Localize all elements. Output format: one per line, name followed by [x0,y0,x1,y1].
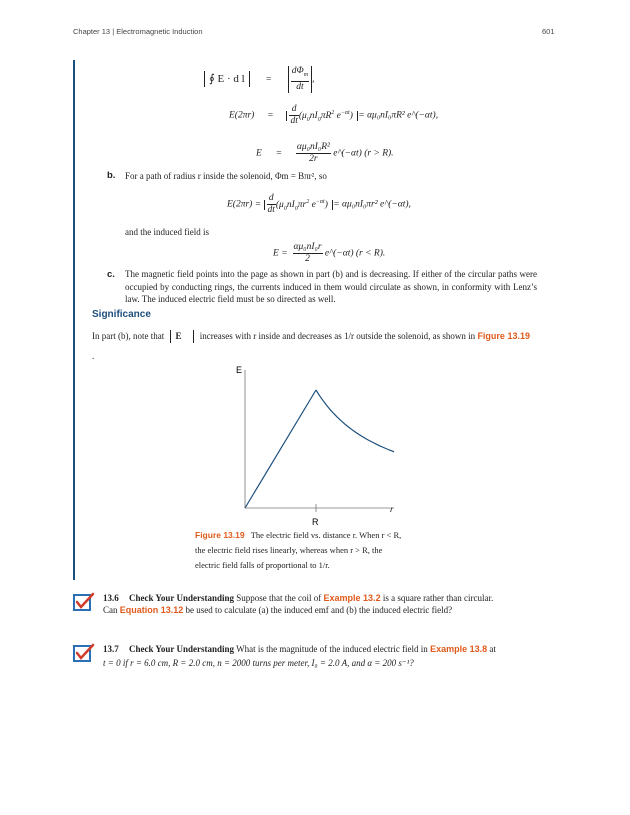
check-13-7-text-2: at [489,644,496,654]
part-c-label: c. [107,269,115,280]
check-13-7-line-1 [103,643,496,656]
check-13-7-line-2: t = 0 if r = 6.0 cm, R = 2.0 cm, n = 2000 turns per meter, I₀ = 2.0 A, and α = 200 s⁻¹? [103,658,414,668]
check-13-6-text-4: be used to calculate (a) the induced emf and (b) the induced electric field? [185,605,453,615]
significance-line [92,330,530,343]
part-b-label: b. [107,170,116,181]
page-number: 601 [542,27,555,36]
e-vector-magnitude: E⃗ [170,330,193,343]
significance-text-before: In part (b), note that [92,331,165,341]
x-axis-label: r [390,504,394,514]
significance-heading: Significance [92,309,151,320]
check-13-6-line-2 [103,604,452,617]
example-13-2-link[interactable]: Example 13.2 [323,593,381,603]
check-13-6-line-1 [103,592,493,605]
inverse-fall-curve [316,390,394,452]
check-13-6-text-3: Can [103,605,118,615]
check-13-6-text-1: Suppose that the coil of [236,593,322,603]
caption-line-2: the electric field rises linearly, whereas when r > R, the [195,545,383,555]
figure-caption-label: Figure 13.19 [195,530,245,540]
r-tick-label: R [312,517,319,527]
equation-inside-field: E = $\frac{\text{αμ₀nI₀r}}{2}$ e^(−αt) (r < R). [273,242,386,264]
eq4-rhs: = αμ₀nI₀πr² e^(−αt), [333,199,411,210]
check-understanding-icon [73,643,95,663]
y-axis-label: E [236,365,243,375]
check-13-6-number: 13.6 [103,593,119,603]
check-13-6-text-2: is a square rather than circular. [382,593,494,603]
equation-line-integral: ∮ E · d l = $\frac{d\Phi_m}{dt}$ , [204,66,314,93]
induced-field-text: and the induced field is [125,227,209,237]
eq3-lhs: E [256,148,262,159]
part-c-text: The magnetic field points into the page as shown in part (b) and is decreasing. If either of the circular paths were occupied by conducting rings, the currents induced in them would circulate as shown, in conformity with Lenz’s law. The induced electric field must be so directed as well. [125,269,537,305]
caption-line-1: The electric field vs. distance r. When r < R, [250,530,402,540]
example-side-bar [73,60,75,580]
equation-circumference: E(2πr) = $\frac{d}{dt}$ ($\mu_0nI_0\pi R^2$ $e^{-\alpha t}) = \alpha\mu_0nI_0\pi R^2$ e^(−αt), [229,104,439,126]
eq3-tail: e^(−αt) (r > R). [333,148,394,159]
check-understanding-icon [73,592,95,612]
check-13-7-text-1: What is the magnitude of the induced electric field in [236,644,428,654]
line-integral-expr: ∮ E · d l [204,71,250,87]
significance-text-after: increases with r inside and decreases as 1/r outside the solenoid, as shown in [199,331,476,341]
part-b-text: For a path of radius r inside the solenoid, Φm = Bπr², so [125,171,327,181]
flux-diff-num: dΦ [291,66,304,76]
equation-outside-field: E = $\frac{\text{αμ₀nI₀R²}}{2r}$ e^(−αt) (r > R). [256,142,394,164]
figure-13-19-link[interactable]: Figure 13.19 [477,331,530,341]
check-13-7-number: 13.7 [103,644,119,654]
eq5-den: 2 [305,254,310,264]
flux-diff-den: dt [296,81,304,92]
flux-subscript: m [303,71,309,78]
eq4-lhs: E(2πr) = [227,199,262,210]
linear-rise-curve [245,390,316,508]
eq5-tail: e^(−αt) (r < R). [324,248,386,259]
example-13-8-link[interactable]: Example 13.8 [430,644,488,654]
significance-end: . [92,351,95,361]
check-13-7-title: Check Your Understanding [129,644,235,654]
figure-caption [195,528,401,573]
caption-line-3: electric field falls of proportional to 1/r. [195,560,330,570]
chapter-header: Chapter 13 | Electromagnetic Induction [73,27,203,36]
field-vs-distance-chart [230,360,420,530]
eq3-den: 2r [309,154,318,164]
eq3-num: αμ₀nI₀R² [296,142,330,152]
equation-inside-path: E(2πr) = $\frac{d}{dt}$ ($\mu_0nI_0\pi r^2$ $e^{-\alpha t}) = \alpha\mu_0nI_0\pi r^2$ e^(−αt), [227,193,411,215]
equation-13-12-link[interactable]: Equation 13.12 [119,605,184,615]
eq2-lhs: E(2πr) [229,110,255,121]
eq5-num: αμ₀nI₀r [293,242,322,252]
check-13-6-title: Check Your Understanding [129,593,235,603]
eq2-rhs: = αμ₀nI₀πR² e^(−αt), [358,110,439,121]
